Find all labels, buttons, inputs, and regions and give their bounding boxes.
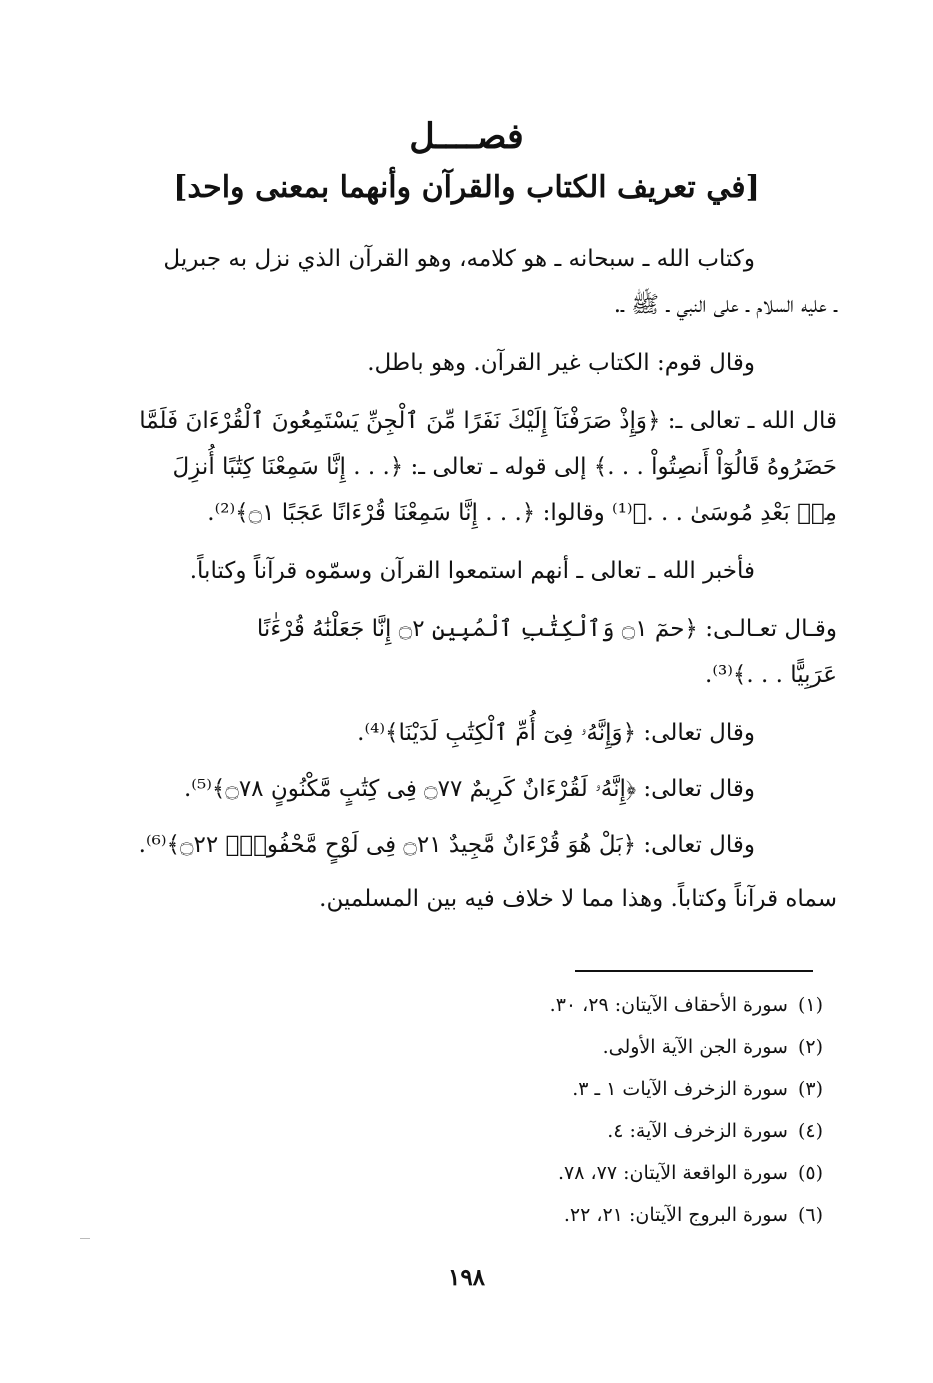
paragraph-5-line-1: وقـال تعـالـى: ﴿حمٓ ۝١ وَٱلْكِتَٰبِ ٱلْمُبِينِ ۝٢ إِنَّا جَعَلْنَٰهُ قُرْءَٰنًا <box>256 616 837 642</box>
footnote-number: (٢) <box>797 1036 823 1058</box>
paragraph-4: فأخبر الله ـ تعالى ـ أنهم استمعوا القرآن وسمّوه قرآناً وكتاباً. <box>189 558 755 584</box>
footnote-text: سورة البروج الآيتان: ٢١، ٢٢. <box>563 1204 788 1226</box>
footnote-text: سورة الواقعة الآيتان: ٧٧، ٧٨. <box>558 1162 788 1184</box>
paragraph-8: وقال تعالى: ﴿بَلْ هُوَ قُرْءَانٌ مَّجِيدٌ ۝٢١ فِى لَوْحٍ مَّحْفُوظٍۭ ۝٢٢﴾⁽⁶⁾. <box>138 832 755 858</box>
paragraph-6: وقال تعالى: ﴿وَإِنَّهُۥ فِىٓ أُمِّ ٱلْكِتَٰبِ لَدَيْنَا﴾⁽⁴⁾. <box>357 720 755 746</box>
footnote-number: (٥) <box>797 1162 823 1184</box>
page-number: ١٩٨ <box>447 1264 486 1291</box>
footnote-number: (٣) <box>797 1078 823 1100</box>
footnote-number: (١) <box>797 994 823 1016</box>
footnote-text: سورة الجن الآية الأولى. <box>602 1036 788 1058</box>
paragraph-2: وقال قوم: الكتاب غير القرآن. وهو باطل. <box>367 350 755 376</box>
paragraph-1-line-1: وكتاب الله ـ سبحانه ـ هو كلامه، وهو القرآن الذي نزل به جبريل <box>163 246 755 272</box>
footnote-4 <box>607 1120 823 1142</box>
paragraph-1-line-2: ـ عليه السلام ـ على النبي ـ ﷺ ـ. <box>613 292 837 318</box>
footnote-number: (٦) <box>797 1204 823 1226</box>
paragraph-3-line-1: قال الله ـ تعالى ـ: ﴿وَإِذْ صَرَفْنَآ إِلَيْكَ نَفَرًا مِّنَ ٱلْجِنِّ يَسْتَمِعُونَ ٱلْقُرْءَانَ فَلَمَّا <box>139 408 837 434</box>
footnote-1 <box>550 994 823 1016</box>
footnote-2 <box>603 1036 823 1058</box>
footnote-5 <box>558 1162 823 1184</box>
paragraph-9: سماه قرآناً وكتاباً. وهذا مما لا خلاف فيه بين المسلمين. <box>319 886 837 912</box>
footnote-text: سورة الأحقاف الآيتان: ٢٩، ٣٠. <box>549 994 788 1016</box>
paragraph-3-line-3: مِنۢ بَعْدِ مُوسَىٰ . . .﴾⁽¹⁾ وقالوا: ﴿. . . إِنَّا سَمِعْنَا قُرْءَانًا عَجَبًا ۝١﴾⁽²⁾. <box>207 500 837 526</box>
footnote-3 <box>572 1078 823 1100</box>
footnote-text: سورة الزخرف الآيات ١ ـ ٣. <box>572 1078 788 1100</box>
paragraph-5-line-2: عَرَبِيًّا . . .﴾⁽³⁾. <box>705 662 837 688</box>
footnote-divider <box>575 970 813 972</box>
paragraph-3-line-2: حَضَرُوهُ قَالُوٓاْ أَنصِتُواْ . . .﴾ إلى قوله ـ تعالى ـ: ﴿. . . إِنَّا سَمِعْنَا كِتَٰبًا أُنزِلَ <box>172 454 837 480</box>
scan-speck <box>80 1238 90 1239</box>
footnote-text: سورة الزخرف الآية: ٤. <box>607 1120 788 1142</box>
chapter-subtitle: [في تعريف الكتاب والقرآن وأنهما بمعنى واحد] <box>173 170 760 205</box>
footnote-number: (٤) <box>797 1120 823 1142</box>
chapter-heading: فصــــل <box>409 116 524 157</box>
paragraph-7: وقال تعالى: ﴿إِنَّهُۥ لَقُرْءَانٌ كَرِيمٌ ۝٧٧ فِى كِتَٰبٍ مَّكْنُونٍ ۝٧٨﴾⁽⁵⁾. <box>184 776 755 802</box>
footnote-6 <box>564 1204 823 1226</box>
